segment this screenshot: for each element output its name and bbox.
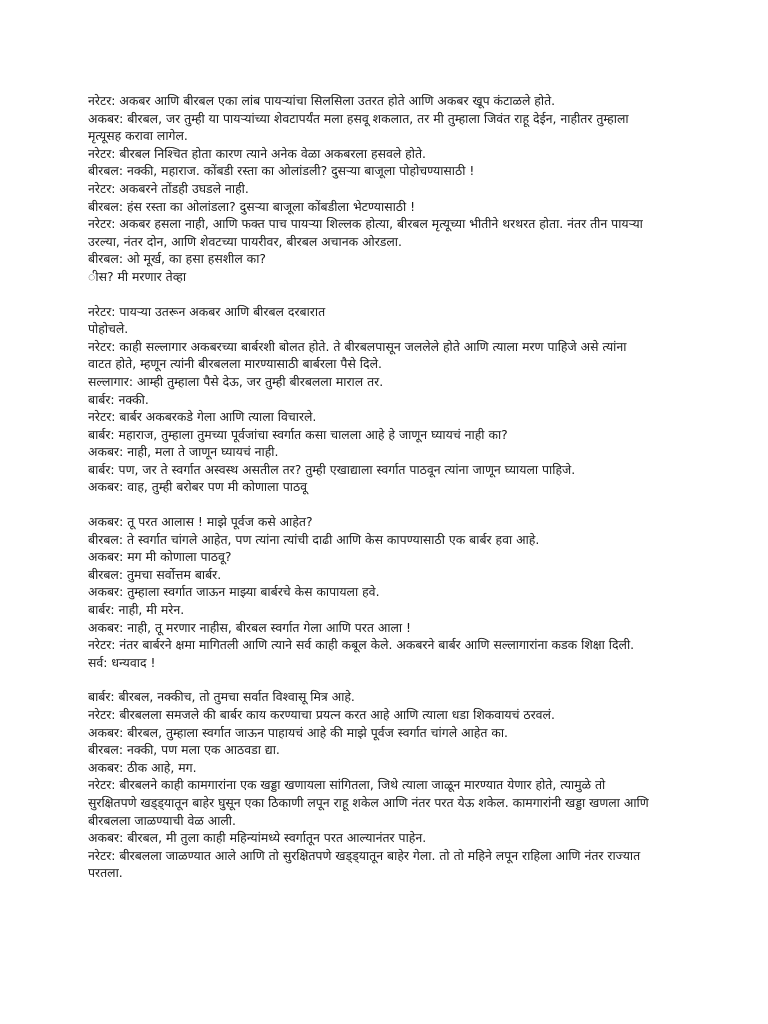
text-line: बार्बर: बीरबल, नक्कीच, तो तुमचा सर्वात विश्वासू मित्र आहे. bbox=[88, 689, 355, 705]
text-line: अकबर: नाही, तू मरणार नाहीस, बीरबल स्वर्गात गेला आणि परत आला ! bbox=[88, 619, 412, 635]
text-line: बार्बर: महाराज, तुम्हाला तुमच्या पूर्वजांचा स्वर्गात कसा चालला आहे हे जाणून घ्यायचं नाही का? bbox=[88, 426, 508, 442]
text-line: बीरबल: ते स्वर्गात चांगले आहेत, पण त्यांना त्यांची दाढी आणि केस कापण्यासाठी एक बार्बर हवा आहे. bbox=[88, 531, 540, 547]
text-line: नरेटर: अकबरने तोंडही उघडले नाही. bbox=[88, 180, 249, 196]
text-line: नरेटर: काही सल्लागार अकबरच्या बार्बरशी बोलत होते. ते बीरबलपासून जललेले होते आणि त्याला मरण पाहिजे असे त्यांना bbox=[88, 338, 627, 354]
text-line: अकबर: बीरबल, मी तुला काही महिन्यांमध्ये स्वर्गातून परत आल्यानंतर पाहेन. bbox=[88, 830, 427, 846]
text-line: नरेटर: नंतर बार्बरने क्षमा मागितली आणि त्याने सर्व काही कबूल केले. अकबरने बार्बर आणि सल्लागारांना कडक शिक्षा दिली. bbox=[88, 637, 635, 653]
text-line: पोहोचले. bbox=[88, 321, 129, 337]
text-line: परतला. bbox=[88, 865, 123, 881]
text-line: उरल्या, नंतर दोन, आणि शेवटच्या पायरीवर, बीरबल अचानक ओरडला. bbox=[88, 233, 402, 249]
text-line: अकबर: तू परत आलास ! माझे पूर्वज कसे आहेत? bbox=[88, 514, 313, 530]
text-line: नरेटर: बीरबलने काही कामगारांना एक खड्डा खणायला सांगितला, जिथे त्याला जाळून मारण्यात येणार होते, त्यामुळे तो bbox=[88, 777, 606, 793]
text-line: अकबर: तुम्हाला स्वर्गात जाऊन माझ्या बार्बरचे केस कापायला हवे. bbox=[88, 584, 380, 600]
text-line: अकबर: बीरबल, तुम्हाला स्वर्गात जाऊन पाहायचं आहे की माझे पूर्वज स्वर्गात चांगले आहेत का. bbox=[88, 724, 508, 740]
text-line: नरेटर: बार्बर अकबरकडे गेला आणि त्याला विचारले. bbox=[88, 409, 317, 425]
text-line: बार्बर: पण, जर ते स्वर्गात अस्वस्थ असतील तर? तुम्ही एखाद्याला स्वर्गात पाठवून त्यांना जाणून घ्यायला पाहिजे. bbox=[88, 461, 576, 477]
text-line: वाटत होते, म्हणून त्यांनी बीरबलला मारण्यासाठी बार्बरला पैसे दिले. bbox=[88, 356, 382, 372]
text-line: सल्लागार: आम्ही तुम्हाला पैसे देऊ, जर तुम्ही बीरबलला माराल तर. bbox=[88, 373, 384, 389]
text-line: नरेटर: पायऱ्या उतरून अकबर आणि बीरबल दरबारात bbox=[88, 303, 326, 319]
text-line: बीरबल: ओ मूर्ख, का हसा हसशील का? bbox=[88, 251, 266, 267]
text-line: बीरबल: नक्की, पण मला एक आठवडा द्या. bbox=[88, 742, 280, 758]
text-line: बीरबल: तुमचा सर्वोत्तम बार्बर. bbox=[88, 566, 222, 582]
paragraph-1 bbox=[88, 92, 708, 286]
text-line: अकबर: बीरबल, जर तुम्ही या पायऱ्यांच्या शेवटापर्यंत मला हसवू शकलात, तर मी तुम्हाला जिवंत राहू देईन, नाहीतर तुम्हाला bbox=[88, 110, 629, 126]
text-line: बीरबल: नक्की, महाराज. कोंबडी रस्ता का ओलांडली? दुसऱ्या बाजूला पोहोचण्यासाठी ! bbox=[88, 163, 475, 179]
text-line: बार्बर: नक्की. bbox=[88, 391, 149, 407]
text-line: ीस? मी मरणार तेव्हा bbox=[88, 268, 187, 284]
text-line: नरेटर: अकबर आणि बीरबल एका लांब पायऱ्यांचा सिलसिला उतरत होते आणि अकबर खूप कंटाळले होते. bbox=[88, 93, 556, 108]
text-line: नरेटर: बीरबलला जाळण्यात आले आणि तो सुरक्षितपणे खड्ड्यातून बाहेर गेला. तो तो महिने लपून राहिला आणि नंतर राज्यात bbox=[88, 847, 641, 863]
text-line: बार्बर: नाही, मी मरेन. bbox=[88, 602, 185, 618]
text-line: अकबर: ठीक आहे, मग. bbox=[88, 759, 197, 775]
text-line: नरेटर: बीरबल निश्चित होता कारण त्याने अनेक वेळा अकबरला हसवले होते. bbox=[88, 145, 426, 161]
paragraph-2 bbox=[88, 303, 708, 497]
text-line: बीरबलला जाळण्याची वेळ आली. bbox=[88, 812, 236, 828]
text-line: सुरक्षितपणे खड्ड्यातून बाहेर घुसून एका ठिकाणी लपून राहू शकेल आणि नंतर परत येऊ शकेल. कामगारांनी खड्डा खणला आणि bbox=[88, 794, 649, 810]
text-line: नरेटर: अकबर हसला नाही, आणि फक्त पाच पायऱ्या शिल्लक होत्या, बीरबल मृत्यूच्या भीतीने थरथरत होता. नंतर तीन पायऱ्या bbox=[88, 216, 643, 232]
text-line: बीरबल: हंस रस्ता का ओलांडला? दुसऱ्या बाजूला कोंबडीला भेटण्यासाठी ! bbox=[88, 198, 416, 214]
paragraph-3 bbox=[88, 513, 708, 671]
text-line: नरेटर: बीरबलला समजले की बार्बर काय करण्याचा प्रयत्न करत आहे आणि त्याला धडा शिकवायचं ठरवलं. bbox=[88, 707, 555, 722]
text-line: अकबर: मग मी कोणाला पाठवू? bbox=[88, 549, 232, 565]
text-line: मृत्यूसह करावा लागेल. bbox=[88, 128, 188, 144]
paragraph-4 bbox=[88, 688, 708, 882]
text-line: सर्व: धन्यवाद ! bbox=[88, 654, 156, 670]
text-line: अकबर: नाही, मला ते जाणून घ्यायचं नाही. bbox=[88, 444, 279, 460]
text-line: अकबर: वाह, तुम्ही बरोबर पण मी कोणाला पाठवू bbox=[88, 479, 308, 495]
